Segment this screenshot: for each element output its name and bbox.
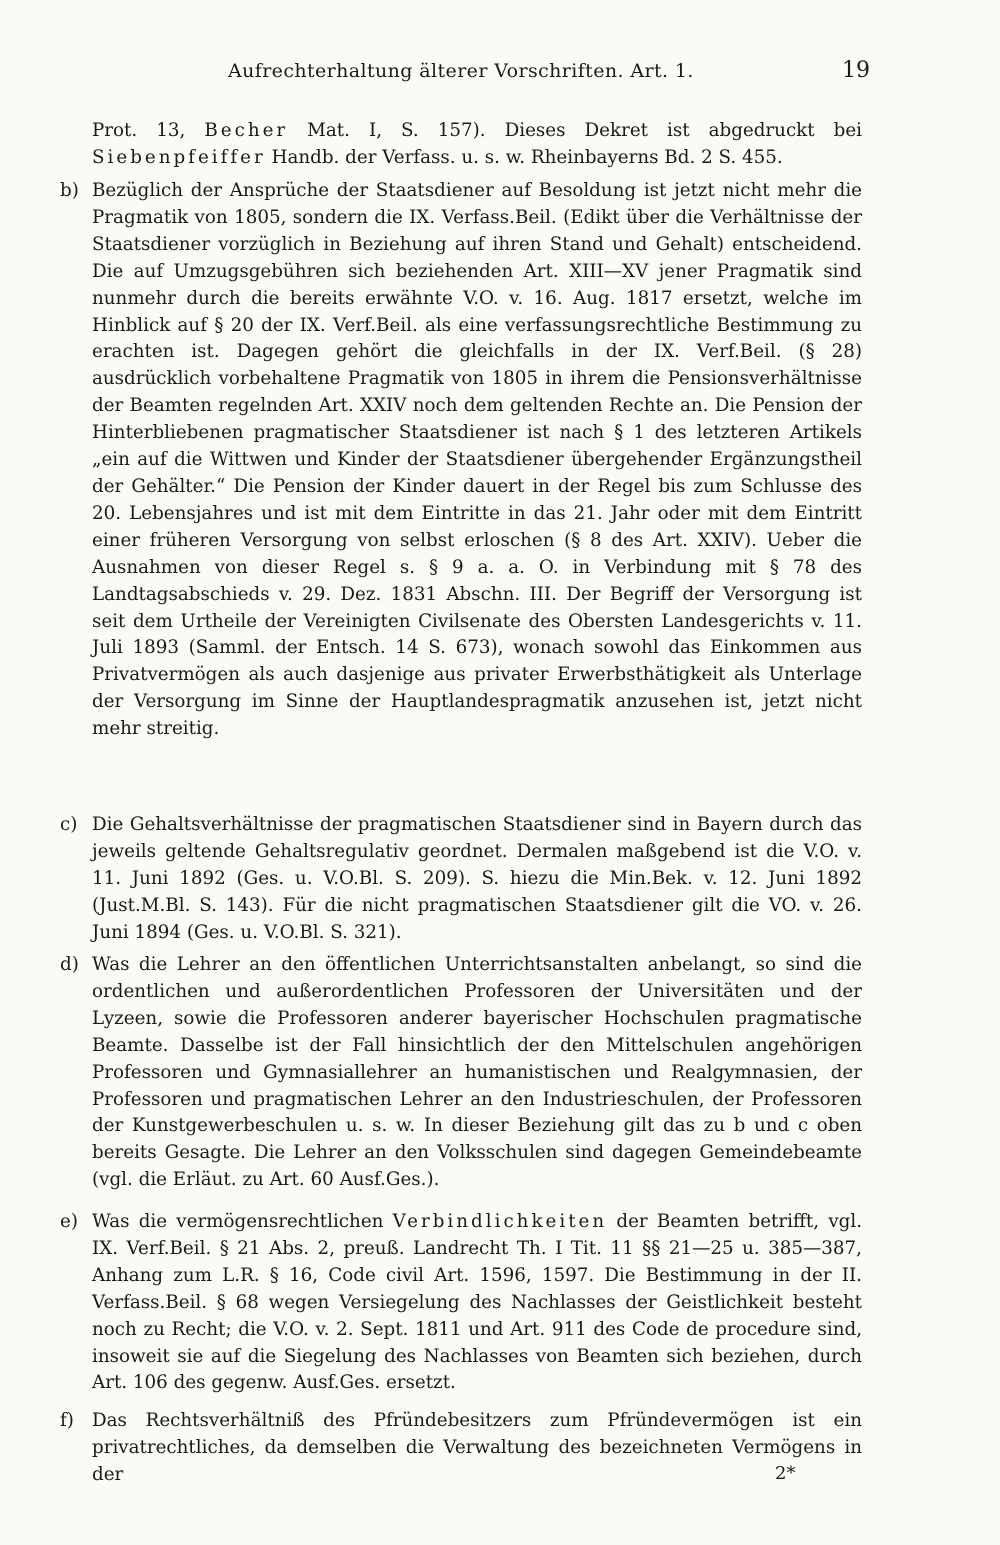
sheet-signature: 2* bbox=[775, 1463, 796, 1484]
paragraph-c bbox=[0, 812, 1000, 947]
item-label-f: f) bbox=[60, 1410, 74, 1431]
item-text-e bbox=[92, 1209, 862, 1397]
paragraph-f bbox=[0, 1408, 1000, 1489]
item-label-b: b) bbox=[60, 180, 79, 201]
continuation-text-before: Prot. 13, bbox=[92, 120, 205, 141]
item-text-c: Die Gehaltsverhältnisse der pragmatischen Staatsdiener sind in Bayern durch das jeweils geltende Gehaltsregulativ geordnet. Dermalen maßgebend ist die V.O. v. 11. Juni 1892 (Ges. u. V.O.Bl. S. 209). S. hiezu die Min.Bek. v. 12. Juni 1892 (Just.M.Bl. S. 143). Für die nicht pragmatischen Staatsdiener gilt die VO. v. 26. Juni 1894 (Ges. u. V.O.Bl. S. 321). bbox=[92, 814, 862, 943]
item-label-e: e) bbox=[60, 1211, 78, 1232]
item-text-e-after: der Beamten betrifft, vgl. IX. Verf.Beil. § 21 Abs. 2, preuß. Landrecht Th. I Tit. 11 §§ 21—25 u. 385—387, Anhang zum L.R. § 16, Code civil Art. 1596, 1597. Die Bestimmung in der II. Verfass.Beil. § 68 wegen Versiegelung des Nachlasses der Geistlichkeit besteht noch zu Recht; die V.O. v. 2. Sept. 1811 und Art. 911 des Code de procedure sind, insoweit sie auf die Siegelung des Nachlasses von Beamten sich beziehen, durch Art. 106 des gegenw. Ausf.Ges. ersetzt. bbox=[92, 1211, 863, 1394]
paragraph-e bbox=[0, 1209, 1000, 1397]
item-text-d: Was die Lehrer an den öffentlichen Unterrichtsanstalten anbelangt, so sind die ordentlichen und außerordentlichen Professoren der Universitäten und der Lyzeen, sowie die Professoren anderer bayerischer Hochschulen pragmatische Beamte. Dasselbe ist der Fall hinsichtlich der den Mittelschulen angehörigen Professoren und Gymnasiallehrer an humanistischen und Realgymnasien, der Professoren und pragmatischen Lehrer an den Industrieschulen, der Professoren der Kunstgewerbeschulen u. s. w. In dieser Beziehung gilt das zu b und c oben bereits Gesagte. Die Lehrer an den Volksschulen sind dagegen Gemeindebeamte (vgl. die Erläut. zu Art. 60 Ausf.Ges.). bbox=[92, 954, 862, 1191]
item-label-c: c) bbox=[60, 814, 78, 835]
page-number: 19 bbox=[842, 58, 870, 83]
item-label-d: d) bbox=[60, 954, 79, 975]
continuation-text-after: Handb. der Verfass. u. s. w. Rheinbayerns Bd. 2 S. 455. bbox=[265, 146, 783, 168]
continuation-paragraph bbox=[0, 118, 1000, 172]
author-becher: Becher bbox=[204, 120, 289, 141]
running-head: Aufrechterhaltung älterer Vorschriften. Art. 1. bbox=[228, 60, 694, 82]
page-header bbox=[110, 58, 870, 92]
item-text-e-before: Was die vermögensrechtlichen bbox=[92, 1211, 393, 1232]
item-text-b: Bezüglich der Ansprüche der Staatsdiener auf Besoldung ist jetzt nicht mehr die Pragmatik von 1805, sondern die IX. Verfass.Beil. (Edikt über die Verhältnisse der Staatsdiener vorzüglich in Beziehung auf ihren Stand und Gehalt) entscheidend. Die auf Umzugsgebühren sich beziehenden Art. XIII—XV jener Pragmatik sind nunmehr durch die bereits erwähnte V.O. v. 16. Aug. 1817 ersetzt, welche im Hinblick auf § 20 der IX. Verf.Beil. als eine verfassungsrechtliche Bestimmung zu erachten ist. Dagegen gehört die gleichfalls in der IX. Verf.Beil. (§ 28) ausdrücklich vorbehaltene Pragmatik von 1805 in ihrem die Pensionsverhältnisse der Beamten regelnden Art. XXIV noch dem geltenden Rechte an. Die Pension der Hinterbliebenen pragmatischer Staatsdiener ist nach § 1 des letzteren Artikels „ein auf die Wittwen und Kinder der Staatsdiener übergehender Ergänzungstheil der Gehälter.“ Die Pension der Kinder dauert in der Regel bis zum Schlusse des 20. Lebensjahres und ist mit dem Eintritte in das 21. Jahr oder mit dem Eintritt einer früheren Versorgung von selbst erloschen (§ 8 des Art. XXIV). Ueber die Ausnahmen von dieser Regel s. § 9 a. a. O. in Verbindung mit § 78 des Landtagsabschieds v. 29. Dez. 1831 Abschn. III. Der Begriff der Versorgung ist seit dem Urtheile der Vereinigten Civilsenate des Obersten Landesgerichts v. 11. Juli 1893 (Samml. der Entsch. 14 S. 673), wonach sowohl das Einkommen aus Privatvermögen als auch dasjenige aus privater Erwerbsthätigkeit als Unterlage der Versorgung im Sinne der Hauptlandespragmatik anzusehen ist, jetzt nicht mehr streitig. bbox=[92, 180, 862, 740]
continuation-text-mid: Mat. I, S. 157). Dieses Dekret ist abgedruckt bei bbox=[288, 120, 862, 141]
paragraph-d bbox=[0, 952, 1000, 1194]
spaced-term-verbindlichkeiten: Verbindlichkeiten bbox=[392, 1211, 608, 1232]
author-siebenpfeiffer: Siebenpfeiffer bbox=[92, 146, 266, 168]
item-text-f: Das Rechtsverhältniß des Pfründebesitzers zum Pfründevermögen ist ein privatrechtliches, da demselben die Verwaltung des bezeichneten Vermögens in der bbox=[92, 1410, 862, 1485]
paragraph-b bbox=[0, 178, 1000, 743]
